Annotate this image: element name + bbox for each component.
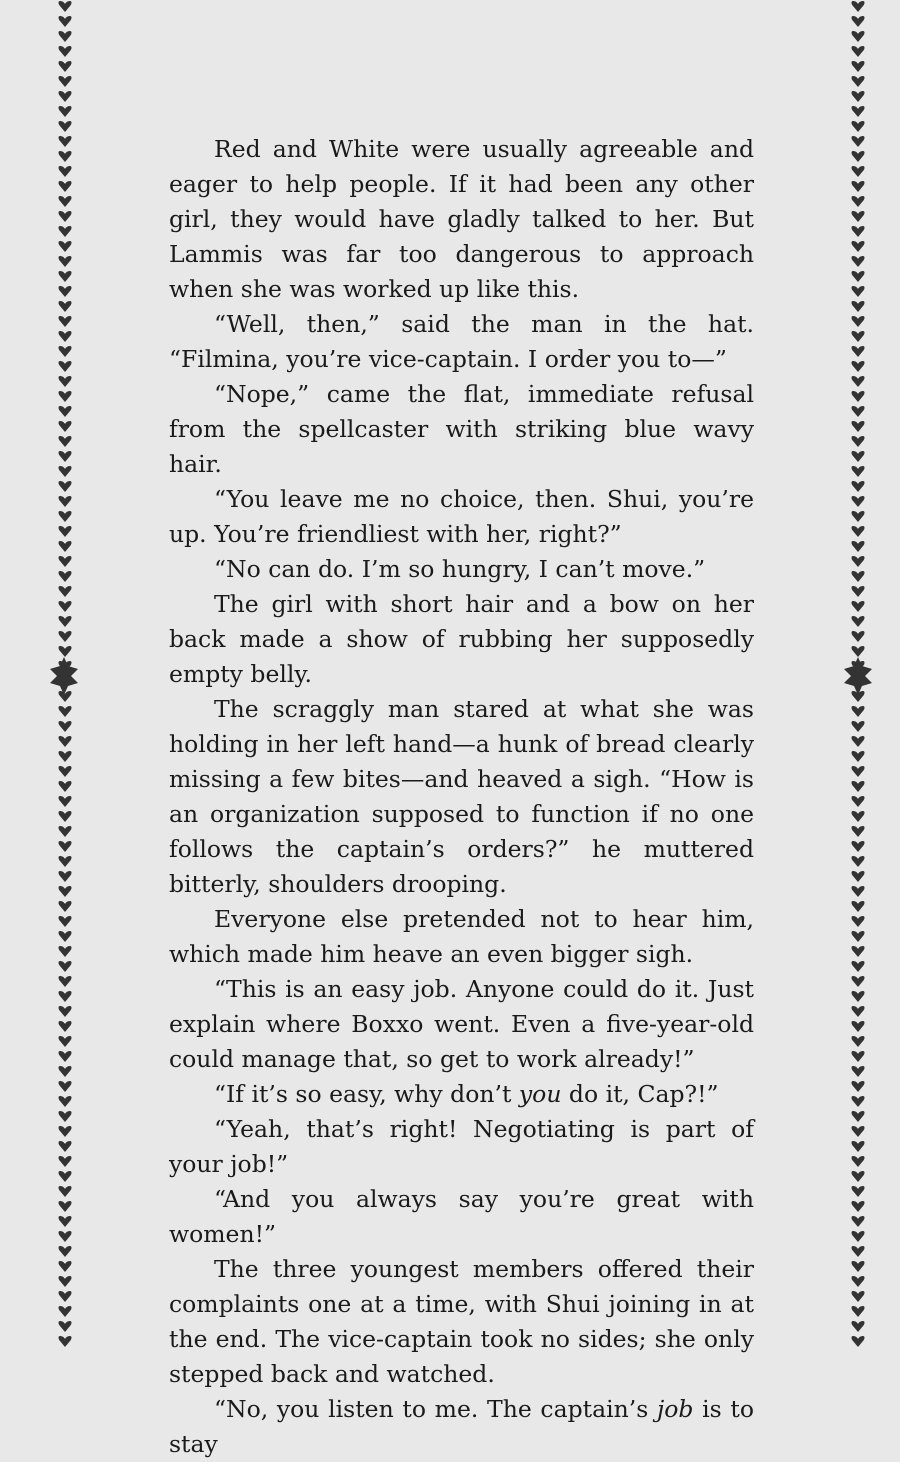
paragraph: Everyone else pretended not to hear him, which made him heave an even bigger sigh. — [169, 905, 754, 968]
paragraph: “And you always say you’re great with women!” — [169, 1185, 754, 1248]
emphasis: you — [518, 1080, 562, 1108]
emphasis: job — [656, 1395, 694, 1423]
paragraph — [169, 1077, 754, 1112]
paragraph: “No can do. I’m so hungry, I can’t move.” — [214, 555, 706, 583]
paragraph-text: “If it’s so easy, why don’t — [214, 1080, 519, 1108]
paragraph-text: do it, Cap?!” — [561, 1080, 719, 1108]
page-text — [169, 132, 754, 1462]
paragraph: The scraggly man stared at what she was holding in her left hand—a hunk of bread clearly missing a few bites—and heaved a sigh. “How is an organization supposed to function if no one follows the captain’s orders?” he muttered bitterly, shoulders drooping. — [169, 695, 754, 898]
leaf-ornament-icon — [842, 656, 874, 701]
paragraph: The three youngest members offered their complaints one at a time, with Shui joining in at the end. The vice-captain took no sides; she only stepped back and watched. — [169, 1255, 754, 1388]
paragraph: The girl with short hair and a bow on her back made a show of rubbing her supposedly empty belly. — [169, 590, 754, 688]
paragraph: “Well, then,” said the man in the hat. “Filmina, you’re vice-captain. I order you to—” — [169, 310, 754, 373]
paragraph: “You leave me no choice, then. Shui, you’re up. You’re friendliest with her, right?” — [169, 485, 754, 548]
paragraph: “Yeah, that’s right! Negotiating is part of your job!” — [169, 1115, 754, 1178]
paragraph-text: is to stay — [169, 1395, 754, 1458]
paragraph-text: “No, you listen to me. The captain’s — [214, 1395, 657, 1423]
paragraph: “This is an easy job. Anyone could do it. Just explain where Boxxo went. Even a five-year-old could manage that, so get to work already!” — [169, 975, 754, 1073]
leaf-ornament-icon — [48, 656, 80, 701]
paragraph: Red and White were usually agreeable and eager to help people. If it had been any other girl, they would have gladly talked to her. But Lammis was far too dangerous to approach when she was worked up like this. — [169, 135, 754, 303]
paragraph — [169, 1392, 754, 1462]
paragraph: “Nope,” came the flat, immediate refusal from the spellcaster with striking blue wavy hair. — [169, 380, 754, 478]
